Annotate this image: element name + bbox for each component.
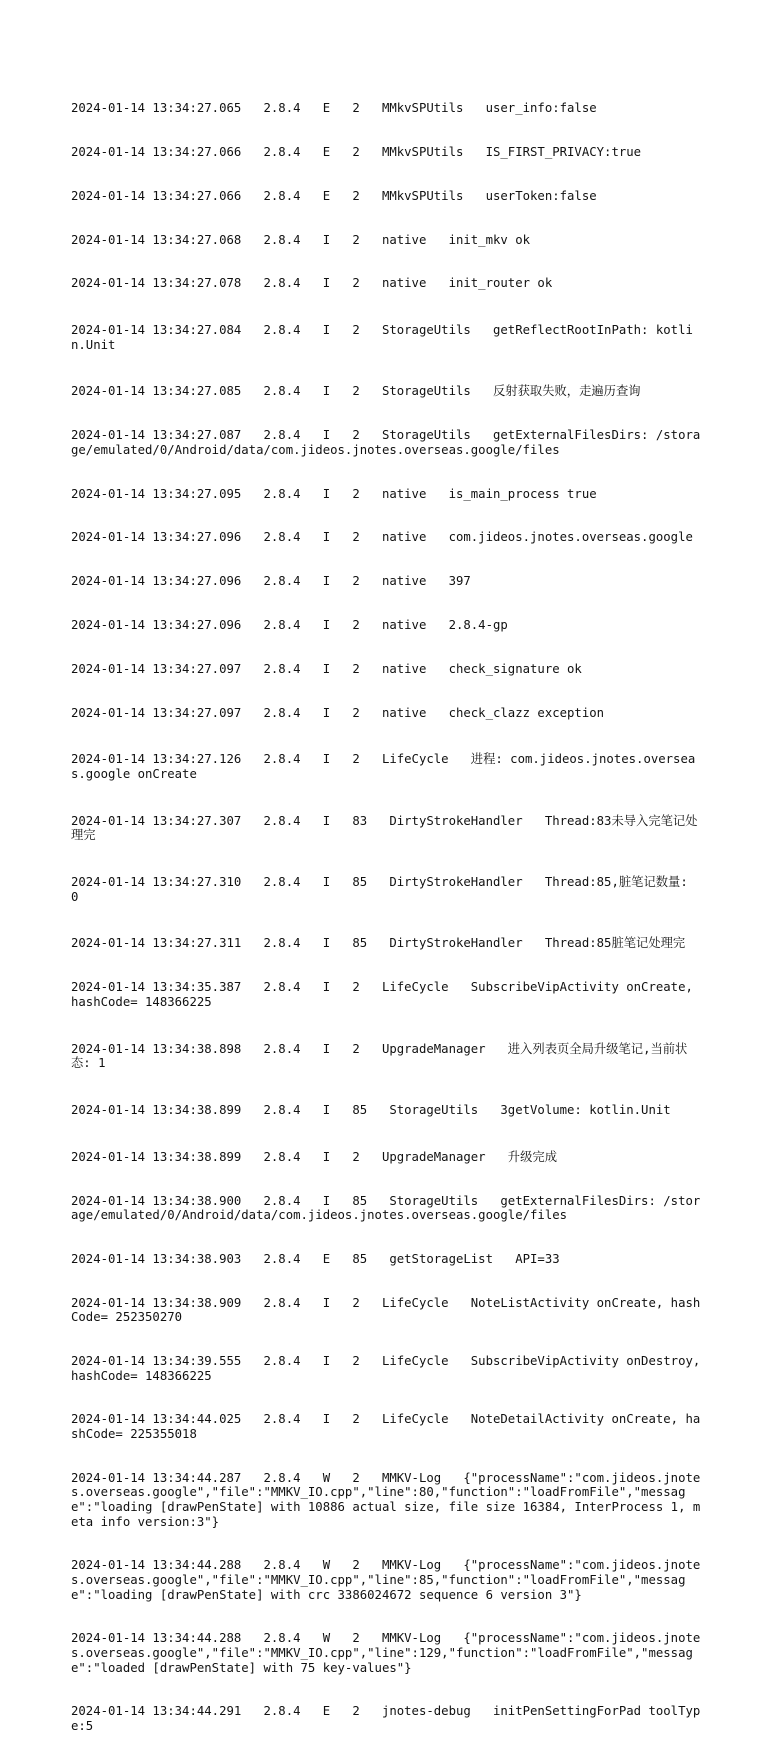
log-entry: 2024-01-14 13:34:27.096 2.8.4 I 2 native 2.8.4-gp — [71, 617, 508, 632]
log-document — [71, 72, 708, 1748]
log-entry: 2024-01-14 13:34:44.288 2.8.4 W 2 MMKV-Log {"processName":"com.jideos.jnotes.overseas.google","file":"MMKV_IO.cpp","line":85,"function":"loadFromFile","message":"loading [drawPenState] with crc 3386024672 sequence 6 version 3"} — [71, 1558, 701, 1602]
log-entry: 2024-01-14 13:34:38.898 2.8.4 I 2 UpgradeManager 进入列表页全局升级笔记,当前状态: 1 — [71, 1041, 688, 1071]
log-entry: 2024-01-14 13:34:27.096 2.8.4 I 2 native 397 — [71, 574, 471, 589]
log-entry: 2024-01-14 13:34:27.307 2.8.4 I 83 DirtyStrokeHandler Thread:83未导入完笔记处理完 — [71, 813, 698, 843]
log-entry: 2024-01-14 13:34:44.287 2.8.4 W 2 MMKV-Log {"processName":"com.jideos.jnotes.overseas.google","file":"MMKV_IO.cpp","line":80,"function":"loadFromFile","message":"loading [drawPenState] with 10886 actual size, file size 16384, InterProcess 1, meta info version:3"} — [71, 1470, 701, 1529]
log-entry: 2024-01-14 13:34:27.087 2.8.4 I 2 StorageUtils getExternalFilesDirs: /storage/emulated/0/Android/data/com.jideos.jnotes.overseas.google/files — [71, 428, 701, 457]
log-entry: 2024-01-14 13:34:27.310 2.8.4 I 85 DirtyStrokeHandler Thread:85,脏笔记数量: 0 — [71, 875, 696, 904]
log-entry: 2024-01-14 13:34:27.084 2.8.4 I 2 StorageUtils getReflectRootInPath: kotlin.Unit — [71, 323, 693, 352]
log-entry: 2024-01-14 13:34:35.387 2.8.4 I 2 LifeCycle SubscribeVipActivity onCreate, hashCode= 148366225 — [71, 980, 701, 1009]
log-entry: 2024-01-14 13:34:27.097 2.8.4 I 2 native check_signature ok — [71, 661, 582, 676]
log-entry: 2024-01-14 13:34:44.288 2.8.4 W 2 MMKV-Log {"processName":"com.jideos.jnotes.overseas.google","file":"MMKV_IO.cpp","line":129,"function":"loadFromFile","message":"loaded [drawPenState] with 75 key-values"} — [71, 1631, 701, 1675]
log-entry: 2024-01-14 13:34:27.066 2.8.4 E 2 MMkvSPUtils IS_FIRST_PRIVACY:true — [71, 144, 642, 159]
log-entry: 2024-01-14 13:34:38.899 2.8.4 I 2 UpgradeManager 升级完成 — [71, 1149, 557, 1164]
log-entry: 2024-01-14 13:34:38.899 2.8.4 I 85 StorageUtils 3getVolume: kotlin.Unit — [71, 1102, 671, 1117]
log-entry: 2024-01-14 13:34:44.291 2.8.4 E 2 jnotes-debug initPenSettingForPad toolType:5 — [71, 1704, 701, 1733]
log-entry: 2024-01-14 13:34:27.066 2.8.4 E 2 MMkvSPUtils userToken:false — [71, 188, 597, 203]
log-entry: 2024-01-14 13:34:27.097 2.8.4 I 2 native check_clazz exception — [71, 705, 605, 720]
log-entry: 2024-01-14 13:34:27.095 2.8.4 I 2 native is_main_process true — [71, 486, 597, 501]
log-entry: 2024-01-14 13:34:38.903 2.8.4 E 85 getStorageList API=33 — [71, 1251, 560, 1266]
log-entry: 2024-01-14 13:34:27.065 2.8.4 E 2 MMkvSPUtils user_info:false — [71, 101, 597, 116]
log-entry: 2024-01-14 13:34:27.311 2.8.4 I 85 DirtyStrokeHandler Thread:85脏笔记处理完 — [71, 936, 686, 951]
log-entry: 2024-01-14 13:34:38.900 2.8.4 I 85 StorageUtils getExternalFilesDirs: /storage/emulated/0/Android/data/com.jideos.jnotes.overseas.google/files — [71, 1193, 701, 1223]
log-entry: 2024-01-14 13:34:38.909 2.8.4 I 2 LifeCycle NoteListActivity onCreate, hashCode= 252350270 — [71, 1295, 701, 1325]
log-entry: 2024-01-14 13:34:44.025 2.8.4 I 2 LifeCycle NoteDetailActivity onCreate, hashCode= 225355018 — [71, 1412, 701, 1442]
log-entry: 2024-01-14 13:34:27.068 2.8.4 I 2 native init_mkv ok — [71, 232, 531, 247]
log-entry: 2024-01-14 13:34:39.555 2.8.4 I 2 LifeCycle SubscribeVipActivity onDestroy, hashCode= 148366225 — [71, 1354, 708, 1383]
log-entry: 2024-01-14 13:34:27.085 2.8.4 I 2 StorageUtils 反射获取失败，走遍历查询 — [71, 384, 641, 399]
log-entry: 2024-01-14 13:34:27.126 2.8.4 I 2 LifeCycle 进程: com.jideos.jnotes.overseas.google onCreate — [71, 752, 696, 781]
log-entry: 2024-01-14 13:34:27.096 2.8.4 I 2 native com.jideos.jnotes.overseas.google — [71, 530, 693, 545]
log-entry: 2024-01-14 13:34:27.078 2.8.4 I 2 native init_router ok — [71, 276, 553, 291]
